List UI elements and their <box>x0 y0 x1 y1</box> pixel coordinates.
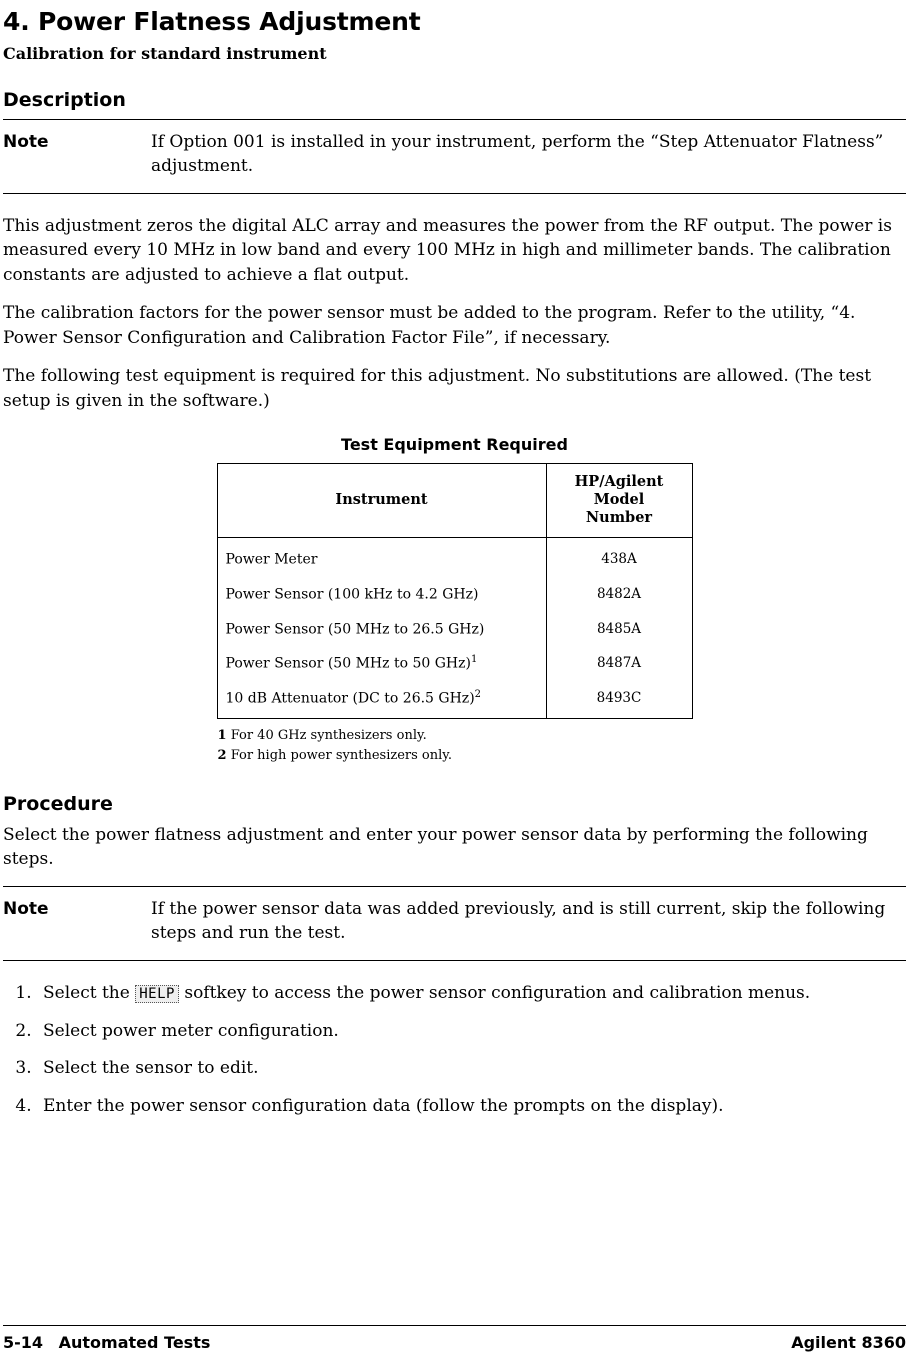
list-item: 2. Select power meter configuration. <box>37 1019 906 1044</box>
cell-model: 8487A <box>546 645 692 680</box>
footnote-marker: 2 <box>474 689 482 701</box>
note-label: Note <box>3 131 49 152</box>
footer-product: Agilent 8360 <box>791 1333 906 1352</box>
cell-model: 438A <box>546 538 692 576</box>
column-header-model <box>546 464 692 538</box>
cell-model: 8485A <box>546 611 692 646</box>
column-header-instrument: Instrument <box>217 464 546 538</box>
table-row <box>217 576 692 611</box>
paragraph-adjustment-overview: This adjustment zeros the digital ALC array and measures the power from the RF output. The power is measured every 10 MHz in low band and every 100 MHz in high and millimeter bands. The calibration constants are adjusted to achieve a flat output. <box>3 215 892 285</box>
footnote-2: 2 For high power synthesizers only. <box>217 747 453 763</box>
table-row <box>217 680 692 718</box>
cell-model: 8493C <box>546 680 692 718</box>
note-text: If Option 001 is installed in your instrument, perform the “Step Attenuator Flatness” adjustment. <box>151 131 884 177</box>
model-header-line-3: Number <box>585 509 653 527</box>
footer-left <box>3 1333 220 1352</box>
test-equipment-table <box>217 463 693 719</box>
footer-section: Automated Tests <box>58 1333 211 1352</box>
table-row <box>217 538 692 576</box>
paragraph-calibration-factors: The calibration factors for the power sensor must be added to the program. Refer to the utility, “4. Power Sensor Configuration and Calibration Factor File”, if necessary. <box>3 303 856 348</box>
cell-instrument: Power Sensor (50 MHz to 50 GHz)$^1$ <box>217 645 546 680</box>
list-item: 1. Select the HELP softkey to access the power sensor configuration and calibration menus. <box>37 981 906 1006</box>
cell-instrument: Power Sensor (100 kHz to 4.2 GHz) <box>217 576 546 611</box>
model-header-line-1: HP/Agilent <box>574 473 664 491</box>
note-label: Note <box>3 898 49 919</box>
table-row <box>217 645 692 680</box>
table-row <box>217 611 692 646</box>
procedure-heading: Procedure <box>3 792 113 815</box>
page-footer <box>3 1325 906 1352</box>
page-subtitle: Calibration for standard instrument <box>3 43 327 63</box>
page-content <box>3 8 906 1132</box>
list-item: 3. Select the sensor to edit. <box>37 1056 906 1081</box>
table-caption: Test Equipment Required <box>341 435 568 455</box>
table-footnotes <box>216 728 694 763</box>
help-softkey[interactable]: HELP <box>135 985 179 1003</box>
footer-page-number: 5-14 <box>3 1333 44 1352</box>
cell-instrument: 10 dB Attenuator (DC to 26.5 GHz)$^2$ <box>217 680 546 718</box>
footnote-1: 1 For 40 GHz synthesizers only. <box>217 727 427 743</box>
cell-instrument: Power Sensor (50 MHz to 26.5 GHz) <box>217 611 546 646</box>
description-heading: Description <box>3 88 126 111</box>
model-header-line-2: Model <box>593 491 645 509</box>
cell-instrument: Power Meter <box>217 538 546 576</box>
note-block-sensor-data <box>3 886 906 961</box>
procedure-steps <box>3 981 906 1119</box>
page-title: 4. Power Flatness Adjustment <box>3 7 421 36</box>
paragraph-test-equipment-intro: The following test equipment is required for this adjustment. No substitutions are allowed. (The test setup is given in the software.) <box>3 366 872 411</box>
list-item: 4. Enter the power sensor configuration data (follow the prompts on the display). <box>37 1094 906 1119</box>
procedure-intro: Select the power flatness adjustment and enter your power sensor data by performing the following steps. <box>3 824 868 870</box>
note-block-option <box>3 119 906 194</box>
cell-model: 8482A <box>546 576 692 611</box>
footnote-marker: 1 <box>470 654 478 666</box>
note-text: If the power sensor data was added previously, and is still current, skip the following steps and run the test. <box>151 898 886 944</box>
